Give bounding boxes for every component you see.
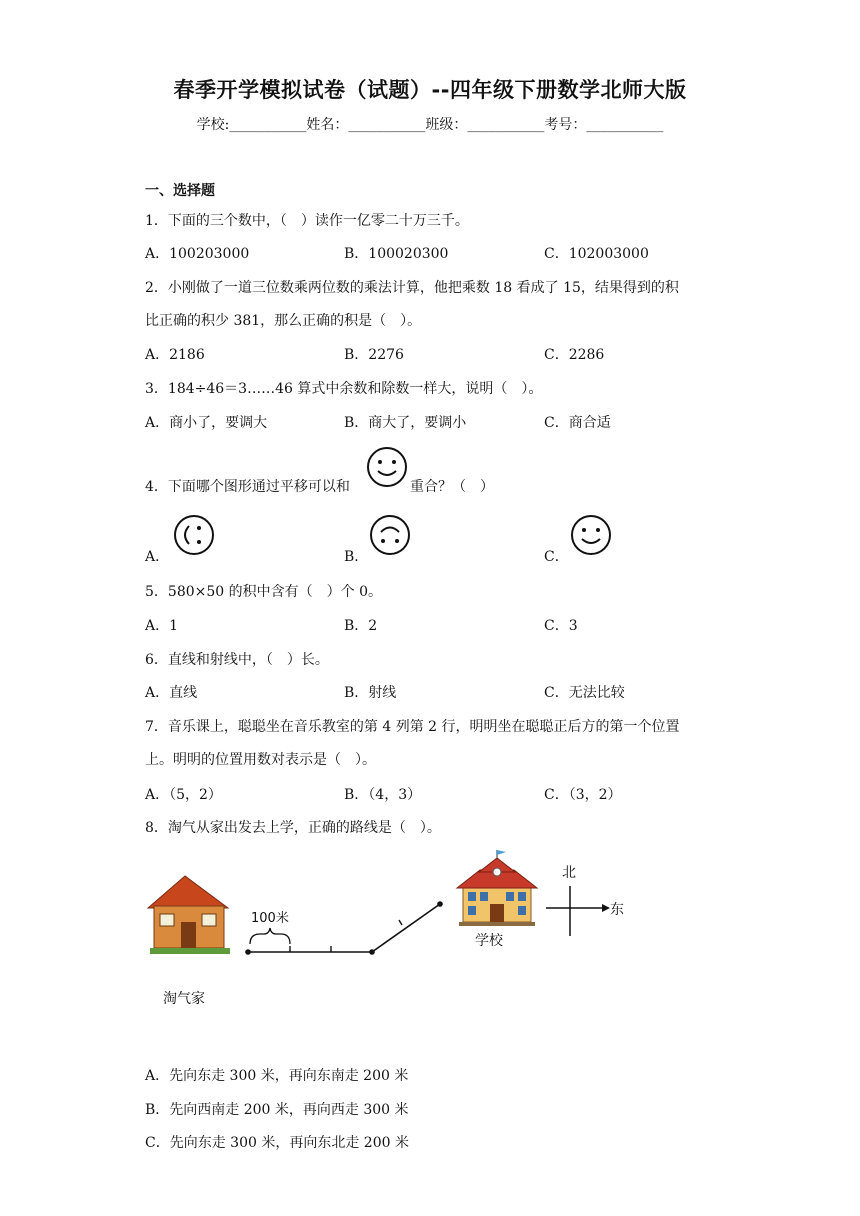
east-label: 东 bbox=[610, 902, 624, 918]
question-4-stem-part1: 4．下面哪个图形通过平移可以和 bbox=[145, 479, 350, 495]
northeast-segment-line bbox=[372, 904, 440, 952]
question-6-stem: 6．直线和射线中，（ ）长。 bbox=[145, 652, 329, 668]
start-point bbox=[245, 949, 251, 955]
upside-down-face-icon bbox=[369, 514, 411, 556]
school-label: 学校 bbox=[475, 933, 503, 949]
question-2-option-a: A．2186 bbox=[145, 347, 205, 363]
question-4-option-a: A． bbox=[145, 549, 170, 565]
end-point bbox=[437, 901, 443, 907]
question-5-option-b: B．2 bbox=[344, 618, 378, 634]
north-label: 北 bbox=[562, 865, 576, 881]
question-5-stem: 5．580×50 的积中含有（ ）个 0。 bbox=[145, 584, 382, 600]
question-3-option-c: C．商合适 bbox=[544, 415, 611, 431]
question-1-option-b: B．100020300 bbox=[344, 246, 449, 262]
question-1-option-c: C．102003000 bbox=[544, 246, 649, 262]
question-6-option-c: C．无法比较 bbox=[544, 685, 625, 701]
rotated-face-left-icon bbox=[173, 514, 215, 556]
question-7-option-a: A．（5，2） bbox=[145, 787, 222, 803]
question-6-option-a: A．直线 bbox=[145, 685, 198, 701]
house-icon bbox=[148, 876, 230, 954]
question-6-option-b: B．射线 bbox=[344, 685, 397, 701]
question-7-stem-line1: 7．音乐课上，聪聪坐在音乐教室的第 4 列第 2 行，明明坐在聪聪正后方的第一个位置 bbox=[145, 719, 680, 735]
turn-point bbox=[369, 949, 375, 955]
question-8-option-c: C．先向东走 300 米，再向东北走 200 米 bbox=[145, 1135, 409, 1151]
question-3-option-b: B．商大了，要调小 bbox=[344, 415, 467, 431]
question-4-option-c: C． bbox=[544, 549, 569, 565]
question-7-option-b: B．（4，3） bbox=[344, 787, 422, 803]
question-5-option-a: A．1 bbox=[145, 618, 179, 634]
question-1-option-a: A．100203000 bbox=[145, 246, 250, 262]
question-7-option-c: C．（3，2） bbox=[544, 787, 622, 803]
compass-icon bbox=[546, 886, 610, 936]
school-icon bbox=[457, 850, 537, 926]
question-2-option-b: B．2276 bbox=[344, 347, 404, 363]
page-title: 春季开学模拟试卷（试题）--四年级下册数学北师大版 bbox=[173, 78, 687, 102]
home-label: 淘气家 bbox=[163, 991, 205, 1007]
question-7-stem-line2: 上。明明的位置用数对表示是（ ）。 bbox=[145, 752, 376, 768]
question-2-option-c: C．2286 bbox=[544, 347, 605, 363]
translated-smiley-face-icon bbox=[570, 514, 612, 556]
question-2-stem-line1: 2．小刚做了一道三位数乘两位数的乘法计算，他把乘数 18 看成了 15，结果得到的积 bbox=[145, 280, 679, 296]
scale-label: 100米 bbox=[251, 911, 289, 926]
route-diagram bbox=[140, 848, 660, 1018]
reference-smiley-face-icon bbox=[366, 446, 408, 488]
question-8-option-b: B．先向西南走 200 米，再向西走 300 米 bbox=[145, 1102, 409, 1118]
question-3-stem: 3．184÷46＝3……46 算式中余数和除数一样大，说明（ ）。 bbox=[145, 381, 543, 397]
question-4-stem-part2: 重合？（ ） bbox=[410, 479, 494, 495]
question-2-stem-line2: 比正确的积少 381，那么正确的积是（ ）。 bbox=[145, 313, 422, 329]
question-8-stem: 8．淘气从家出发去上学，正确的路线是（ ）。 bbox=[145, 820, 441, 836]
scale-brace bbox=[250, 928, 290, 944]
student-info-line: 学校:___________姓名：___________班级：___________考号：___________ bbox=[196, 117, 664, 133]
section-heading: 一、选择题 bbox=[145, 183, 215, 199]
question-8-option-a: A．先向东走 300 米，再向东南走 200 米 bbox=[145, 1068, 409, 1084]
question-1-stem: 1．下面的三个数中，（ ）读作一亿零二十万三千。 bbox=[145, 213, 469, 229]
question-4-option-b: B． bbox=[344, 549, 369, 565]
question-3-option-a: A．商小了，要调大 bbox=[145, 415, 268, 431]
question-5-option-c: C．3 bbox=[544, 618, 578, 634]
